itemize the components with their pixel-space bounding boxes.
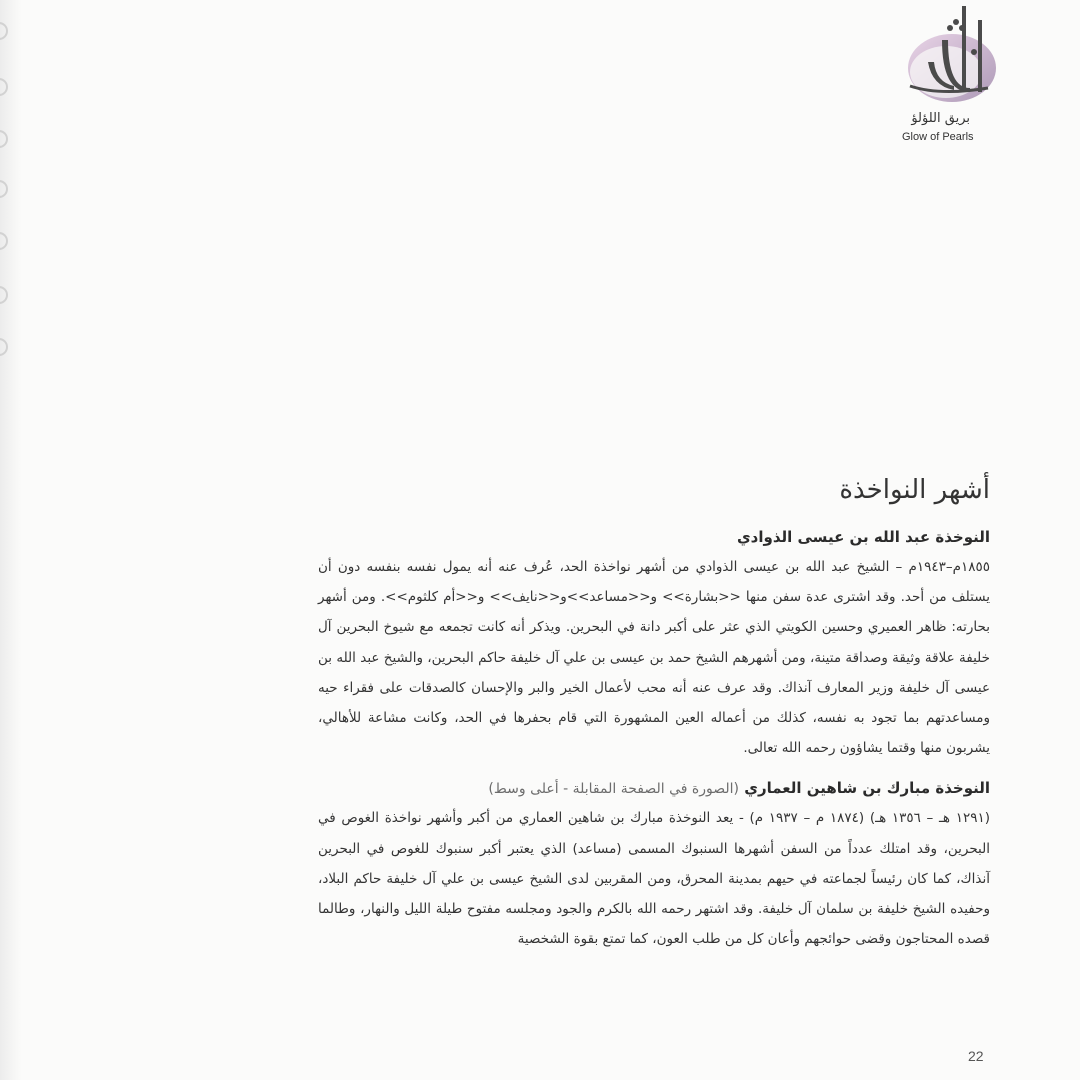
- page-number: 22: [968, 1048, 984, 1064]
- section-body: ١٨٥٥م–١٩٤٣م – الشيخ عبد الله بن عيسى الذوادي من أشهر نواخذة الحد، عُرف عنه أنه يمول نفسه بنفسه دون أن يستلف من أحد. وقد اشترى عدة سفن منها <<بشارة>> و<<مساعد>>و<<نايف>> و<<أم كلثوم>>. ومن أشهر بحارته: ظاهر العميري وحسين الكويتي الذي عثر على أكبر دانة في البحرين. ويذكر أنه كانت تجمعه مع شيوخ البحرين آل خليفة علاقة وثيقة وصداقة متينة، ومن أشهرهم الشيخ حمد بن عيسى بن علي آل خليفة حاكم البحرين، والشيخ عبد الله بن عيسى آل خليفة وزير المعارف آنذاك. وقد عرف عنه أنه محب لأعمال الخير والبر والإحسان كالصدقات على فقراء حيه ومساعدتهم بما تجود به نفسه، كذلك من أعماله العين المشهورة التي قام بحفرها في الحد، وكانت مشاعة للأهالي، يشربون منها وقتما يشاؤون رحمه الله تعالى.: [318, 559, 990, 757]
- section-body: (١٢٩١ هـ – ١٣٥٦ هـ) (١٨٧٤ م – ١٩٣٧ م) - يعد النوخذة مبارك بن شاهين العماري من أكبر وأشهر نواخذة الغوص في البحرين، وقد امتلك عدداً من السفن أشهرها السنبوك المسمى (مساعد) الذي يعتبر أكبر سنبوك للغوص في البحرين آنذاك، كما كان رئيساً لجماعته في حيهم بمدينة المحرق، ومن المقربين لدى الشيخ عيسى بن علي آل خليفة حاكم البلاد، وحفيده الشيخ خليفة بن سلمان آل خليفة. وقد اشتهر رحمه الله بالكرم والجود ومجلسه مفتوح طيلة الليل والنهار، وطالما قصده المحتاجون وقضى حوائجهم وأعان كل من طلب العون، كما تمتع بقوة الشخصية: [318, 810, 991, 948]
- binding-ring: [0, 286, 8, 304]
- brand-logo: [870, 0, 1010, 150]
- section-title: [318, 773, 990, 803]
- article: [318, 470, 990, 954]
- turath-calligraphy-logo: [870, 0, 1010, 115]
- binding-ring: [0, 180, 8, 198]
- binding-ring: [0, 130, 8, 148]
- section-title-text: النوخذة مبارك بن شاهين العماري: [744, 779, 990, 798]
- binding-ring: [0, 232, 8, 250]
- logo-arabic-name: بريق اللؤلؤ: [911, 111, 970, 126]
- binding-ring: [0, 78, 8, 96]
- page-binding: [0, 0, 22, 1080]
- article-heading: أشهر النواخذة: [839, 475, 990, 505]
- binding-ring: [0, 338, 8, 356]
- photo-reference-note: (الصورة في الصفحة المقابلة - أعلى وسط): [488, 781, 739, 798]
- logo-english-name: Glow of Pearls: [902, 131, 974, 143]
- binding-ring: [0, 22, 8, 40]
- section-title: [318, 522, 990, 552]
- section-title-text: النوخذة عبد الله بن عيسى الذوادي: [736, 528, 990, 546]
